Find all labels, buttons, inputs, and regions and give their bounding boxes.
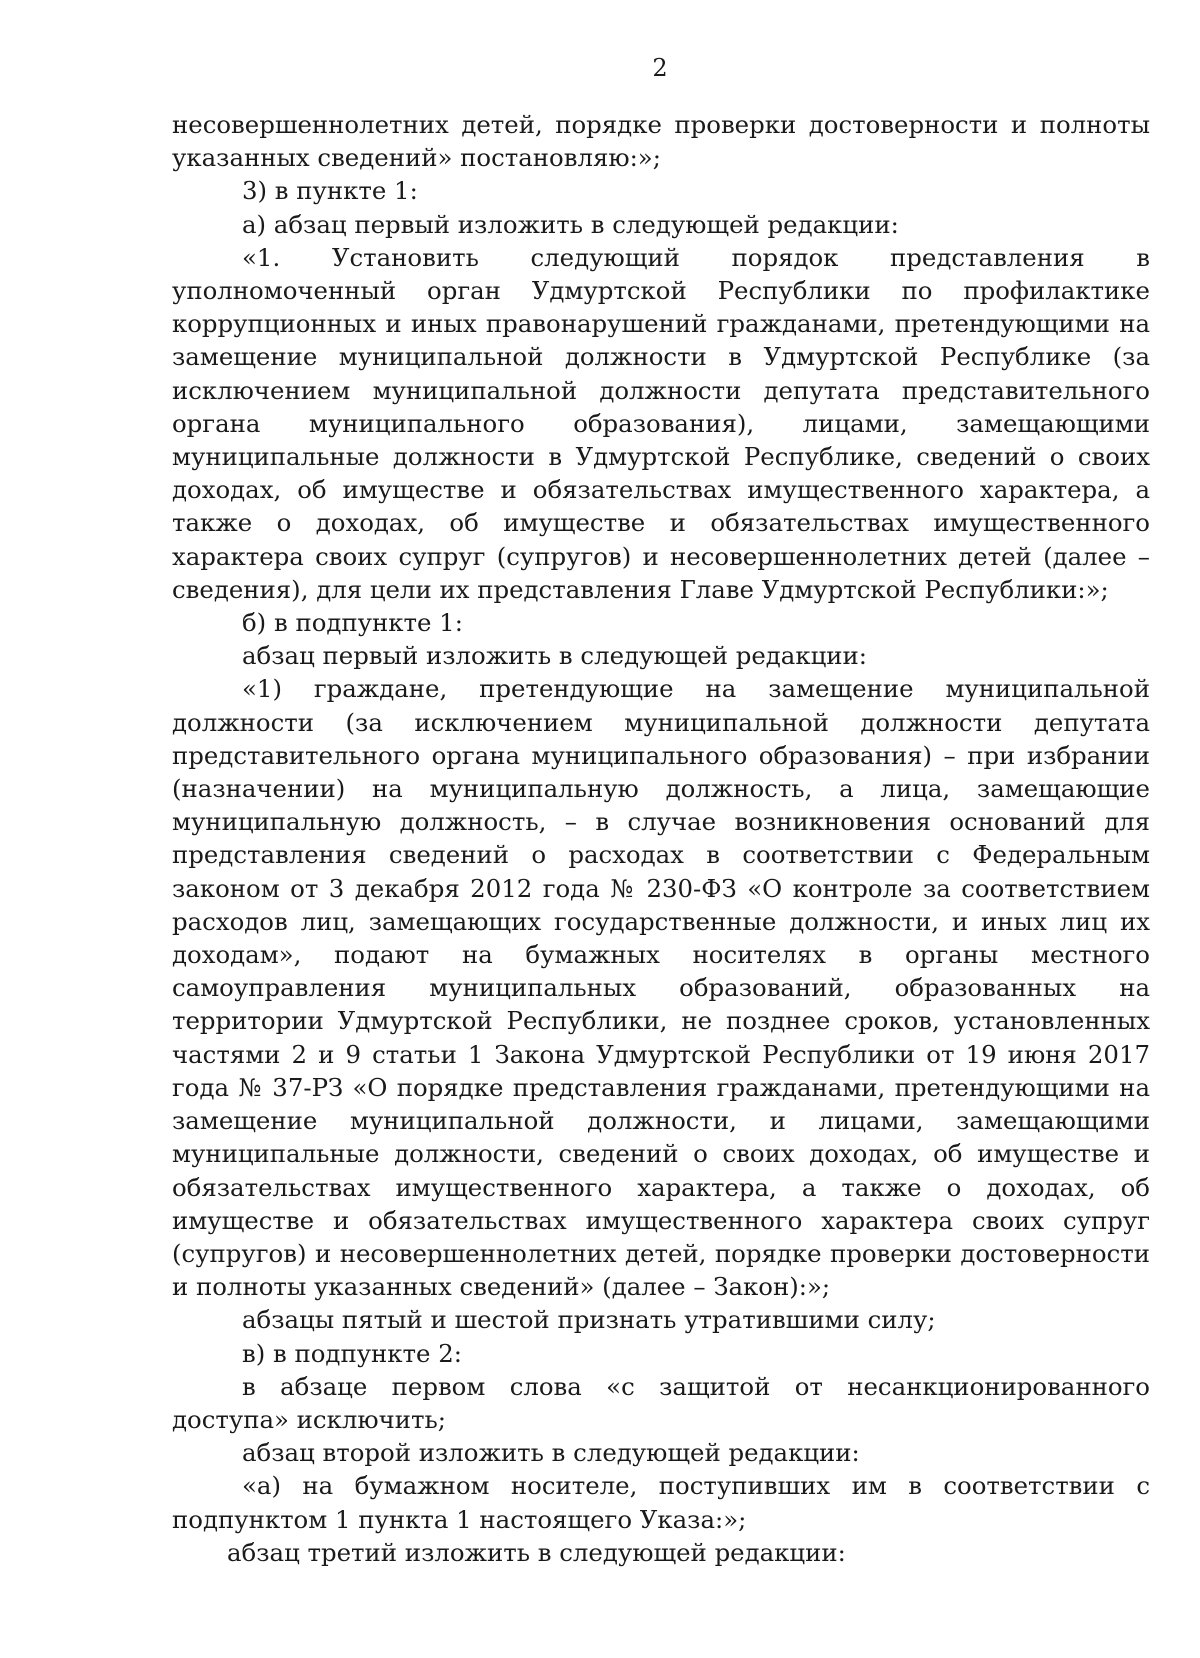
- paragraph-item-b: б) в подпункте 1:: [242, 608, 463, 638]
- paragraph-quoted-subpoint-a: «а) на бумажном носителе, поступивших им в соответствии с подпунктом 1 пункта 1 настоящего Указа:»;: [172, 1471, 1150, 1534]
- paragraph-item-v: в) в подпункте 2:: [242, 1338, 462, 1368]
- paragraph-instruction-3: абзац третий изложить в следующей редакции:: [227, 1537, 846, 1567]
- paragraph-continuation: несовершеннолетних детей, порядке проверки достоверности и полноты указанных сведений» постановляю:»;: [172, 110, 1150, 173]
- paragraph-repeal: абзацы пятый и шестой признать утратившими силу;: [242, 1305, 936, 1335]
- paragraph-quoted-point-1: «1. Установить следующий порядок представления в уполномоченный орган Удмуртской Республики по профилактике коррупционных и иных правонарушений гражданами, претендующими на замещение муниципальной должности в Удмуртской Республике (за исключением муниципальной должности депутата представительного органа муниципального образования), лицами, замещающими муниципальные должности в Удмуртской Республике, сведений о своих доходах, об имуществе и обязательствах имущественного характера, а также о доходах, об имуществе и обязательствах имущественного характера своих супруг (супругов) и несовершеннолетних детей (далее – сведения), для цели их представления Главе Удмуртской Республики:»;: [172, 242, 1150, 604]
- paragraph-item-3: 3) в пункте 1:: [242, 176, 418, 206]
- paragraph-exclusion: в абзаце первом слова «с защитой от несанкционированного доступа» исключить;: [172, 1371, 1150, 1434]
- document-body: [172, 108, 1150, 1569]
- paragraph-instruction-2: абзац второй изложить в следующей редакции:: [242, 1438, 860, 1468]
- paragraph-item-a: а) абзац первый изложить в следующей редакции:: [242, 209, 899, 239]
- paragraph-quoted-subpoint-1: «1) граждане, претендующие на замещение муниципальной должности (за исключением муниципальной должности депутата представительного органа муниципального образования) – при избрании (назначении) на муниципальную должность, а лица, замещающие муниципальную должность, – в случае возникновения оснований для представления сведений о расходах в соответствии с Федеральным законом от 3 декабря 2012 года № 230-ФЗ «О контроле за соответствием расходов лиц, замещающих государственные должности, и иных лиц их доходам», подают на бумажных носителях в органы местного самоуправления муниципальных образований, образованных на территории Удмуртской Республики, не позднее сроков, установленных частями 2 и 9 статьи 1 Закона Удмуртской Республики от 19 июня 2017 года № 37-РЗ «О порядке представления гражданами, претендующими на замещение муниципальной должности, и лицами, замещающими муниципальные должности, сведений о своих доходах, об имуществе и обязательствах имущественного характера, а также о доходах, об имуществе и обязательствах имущественного характера своих супруг (супругов) и несовершеннолетних детей, порядке проверки достоверности и полноты указанных сведений» (далее – Закон):»;: [172, 674, 1150, 1302]
- paragraph-instruction: абзац первый изложить в следующей редакции:: [242, 641, 867, 671]
- page-number: 2: [652, 54, 668, 82]
